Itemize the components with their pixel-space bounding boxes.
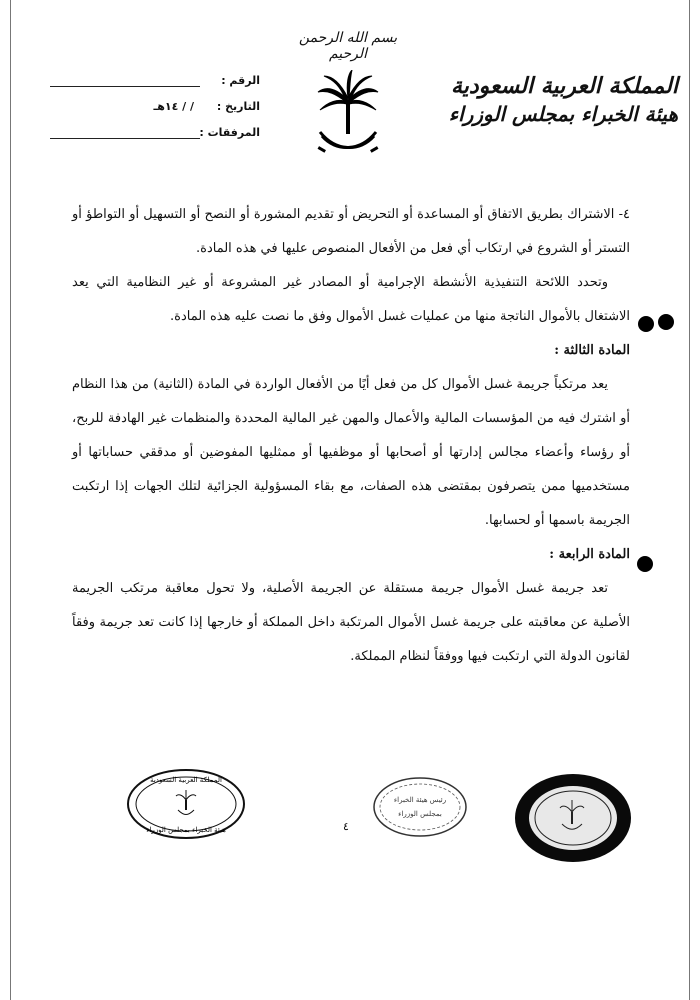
attachments-row	[50, 124, 260, 150]
reference-block	[50, 72, 260, 150]
stamp-left-line2: هيئة الخبراء بمجلس الوزراء	[146, 826, 226, 834]
official-seal-stamp-center	[372, 776, 468, 838]
date-value: / / ١٤هـ	[153, 100, 194, 113]
date-label: التاريخ :	[216, 100, 260, 113]
basmala: بسم الله الرحمن الرحيم	[298, 30, 398, 62]
regulation-paragraph: وتحدد اللائحة التنفيذية الأنشطة الإجرامية أو المصادر غير المشروعة أو غير النظامية التي يعد الاشتغال بالأموال الناتجة منها من عمليات غسل الأموال وفق ما نصت عليه هذه المادة.	[72, 275, 630, 324]
article-3-paragraph: يعد مرتكباً جريمة غسل الأموال كل من فعل أيًا من الأفعال الواردة في المادة (الثانية) من هذا النظام أو اشترك فيه من المؤسسات المالية والأعمال والمهن غير المالية المحددة والمنظمات غير الهادفة للربح، أو رؤساء وأعضاء مجالس إدارتها أو أصحابها أو موظفيها أو ممثليها المفوضين أو مدققي حساباتها أو مستخدميها ممن يتصرفون بمقتضى هذه الصفات، مع بقاء المسؤولية الجزائية لتلك الجهات إذا ارتكبت الجريمة باسمها أو لحسابها.	[72, 377, 630, 528]
attachments-line	[50, 138, 200, 139]
punch-hole-dot	[638, 316, 654, 332]
article-4-paragraph: تعد جريمة غسل الأموال جريمة مستقلة عن الجريمة الأصلية، ولا تحول معاقبة مرتكب الجريمة الأصلية عن معاقبته على جريمة غسل الأموال المرتكبة داخل المملكة أو خارجها إذا كانت تعد جريمة وفقاً لقانون الدولة التي ارتكبت فيها ووفقاً لنظام المملكة.	[72, 581, 630, 664]
organization-header	[428, 72, 678, 128]
page-number: ٤	[343, 820, 349, 833]
org-body-name: هيئة الخبراء بمجلس الوزراء	[448, 102, 678, 126]
official-seal-stamp-left	[126, 768, 246, 840]
reference-number-line	[50, 86, 200, 87]
item-4-paragraph: ٤- الاشتراك بطريق الاتفاق أو المساعدة أو التحريض أو تقديم المشورة أو النصح أو التسهيل أو التواطؤ أو التستر أو الشروع في ارتكاب أي فعل من الأفعال المنصوص عليها في هذه المادة.	[72, 207, 630, 256]
article-3-heading: المادة الثالثة :	[554, 343, 630, 358]
date-row	[50, 98, 260, 124]
document-body	[72, 198, 630, 674]
stamp-center-line2: بمجلس الوزراء	[398, 810, 442, 818]
attachments-label: المرفقات :	[199, 126, 260, 139]
punch-hole-dot	[637, 556, 653, 572]
stamp-center-line1: رئيس هيئة الخبراء	[393, 796, 447, 804]
stamp-left-line1: المملكة العربية السعودية	[150, 776, 222, 784]
scan-edge-left	[10, 0, 11, 1000]
scan-edge-right	[689, 0, 690, 1000]
reference-number-row	[50, 72, 260, 98]
dark-ink-seal-stamp-right	[512, 770, 634, 866]
palm-swords-emblem-icon	[316, 70, 380, 158]
punch-hole-dot	[658, 314, 674, 330]
org-country-name: المملكة العربية السعودية	[450, 73, 678, 99]
reference-number-label: الرقم :	[221, 74, 260, 87]
article-4-heading: المادة الرابعة :	[549, 547, 630, 562]
